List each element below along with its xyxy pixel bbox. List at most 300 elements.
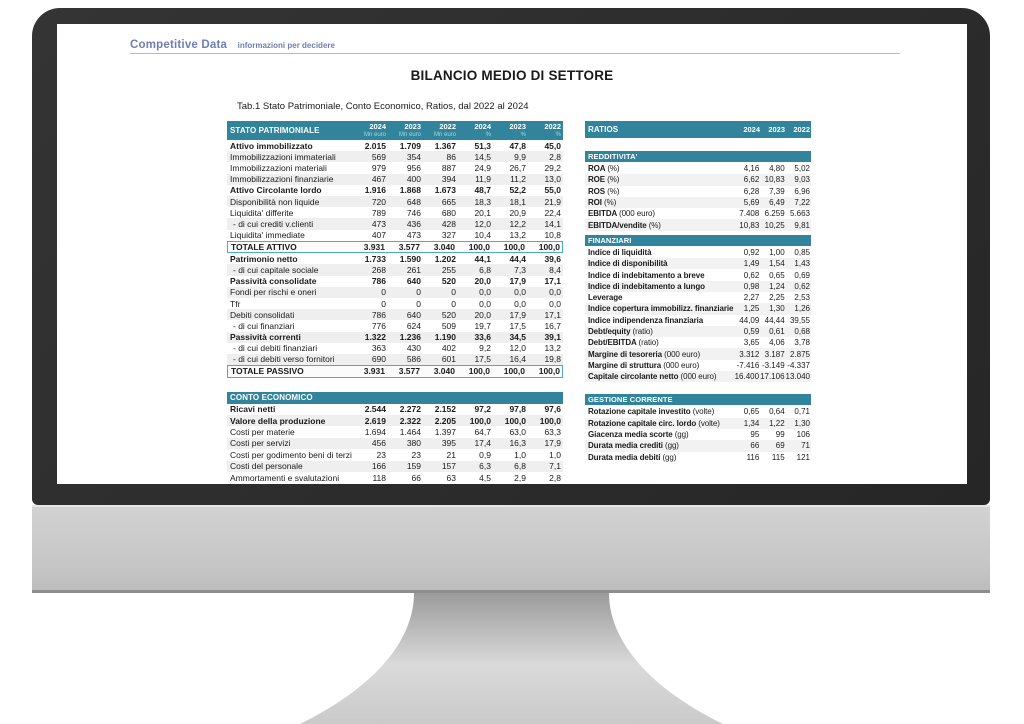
value-cell: 10,83 — [764, 175, 785, 185]
row-label: - di cui debiti finanziari — [233, 343, 318, 354]
value-cell: 52,2 — [509, 185, 526, 196]
value-cell: 100,0 — [468, 366, 490, 377]
value-cell: 11,2 — [510, 174, 526, 185]
value-cell: 1.202 — [434, 253, 456, 264]
value-cell: 261 — [406, 264, 421, 275]
value-cell: 473 — [371, 218, 386, 229]
table-row — [227, 185, 563, 196]
table-row — [227, 461, 563, 472]
row-label: Indice indipendenza finanziaria — [588, 315, 704, 325]
value-cell: 1.464 — [399, 427, 421, 438]
row-label: - di cui capitale sociale — [233, 264, 319, 275]
value-cell: 428 — [441, 218, 456, 229]
section-title: GESTIONE CORRENTE — [588, 395, 673, 405]
value-cell: 1.868 — [399, 185, 421, 196]
value-cell: 0 — [451, 287, 456, 298]
row-label: EBITDA/vendite (%) — [588, 220, 661, 230]
row-label: Attivo Circolante lordo — [230, 185, 322, 196]
value-cell: 4,80 — [769, 164, 785, 174]
ratios-table — [585, 121, 811, 463]
value-cell: 16,4 — [509, 354, 526, 365]
value-cell: 100,0 — [538, 366, 560, 377]
value-cell: 0 — [381, 298, 386, 309]
value-cell: 680 — [441, 207, 456, 218]
conto-economico-table — [227, 392, 563, 484]
ratios-header-band — [585, 121, 811, 138]
row-label: Immobilizzazioni finanziarie — [230, 174, 334, 185]
table-row — [227, 230, 563, 241]
value-cell: 9,9 — [514, 151, 526, 162]
value-cell: 16.400 — [734, 372, 760, 382]
value-cell: 51,3 — [474, 140, 491, 151]
value-cell: 400 — [406, 174, 421, 185]
table-row — [227, 241, 563, 254]
table-caption: Tab.1 Stato Patrimoniale, Conto Economico, Ratios, dal 2022 al 2024 — [237, 101, 529, 112]
value-cell: 20,9 — [509, 207, 526, 218]
value-cell: 17.106 — [760, 372, 785, 382]
value-cell: 789 — [371, 207, 386, 218]
brand-name: Competitive Data — [130, 39, 228, 51]
table-row — [227, 276, 563, 287]
row-label: Capitale circolante netto (000 euro) — [588, 372, 717, 382]
value-cell: 255 — [441, 264, 456, 275]
value-cell: 44,4 — [509, 253, 526, 264]
value-cell: 24,9 — [474, 162, 491, 173]
table-row — [585, 337, 811, 348]
value-cell: 1,43 — [794, 259, 810, 269]
brand-tagline: informazioni per decidere — [237, 41, 335, 50]
table-row — [585, 163, 811, 174]
value-cell: 3.040 — [433, 241, 455, 252]
value-cell: 0,62 — [794, 281, 810, 291]
table-row — [585, 208, 811, 219]
value-cell: 39,1 — [544, 332, 561, 343]
value-cell: 0,0 — [549, 298, 561, 309]
value-cell: 20,1 — [474, 207, 491, 218]
row-label: Rotazione capitale investito (volte) — [588, 407, 715, 417]
row-label: Ammortamenti e svalutazioni — [230, 472, 340, 483]
table-row — [585, 371, 811, 382]
value-cell: 430 — [406, 343, 421, 354]
table-row — [585, 186, 811, 197]
value-cell: 17,5 — [474, 354, 491, 365]
row-label: Indice copertura immobilizz. finanziarie — [588, 304, 734, 314]
value-cell: 100,0 — [469, 415, 491, 426]
value-cell: 17,1 — [544, 309, 561, 320]
row-label: Liquidita' immediate — [230, 230, 305, 241]
value-cell: 95 — [750, 430, 760, 440]
ratios-sections — [585, 151, 811, 463]
value-cell: 1.673 — [434, 185, 456, 196]
value-cell: 55,0 — [544, 185, 561, 196]
table-row — [227, 264, 563, 275]
row-label: Immobilizzazioni materiali — [230, 162, 327, 173]
value-cell: 0,65 — [743, 407, 760, 417]
value-cell: 2.544 — [364, 404, 386, 415]
value-cell: 0,68 — [794, 327, 810, 336]
value-cell: 402 — [441, 343, 456, 354]
value-cell: 7,1 — [549, 461, 561, 472]
value-cell: 39,55 — [789, 315, 810, 325]
value-cell: 786 — [371, 276, 386, 287]
table-row — [227, 298, 563, 309]
row-label: ROS (%) — [588, 186, 620, 196]
value-cell: 6,3 — [479, 461, 491, 472]
value-cell: 121 — [796, 452, 810, 462]
value-cell: 44,09 — [739, 315, 760, 325]
value-cell: 4,16 — [743, 164, 760, 174]
conto-economico-header-band — [227, 392, 563, 404]
section-title: REDDITIVITA' — [588, 152, 638, 161]
row-label: Costi per materie — [230, 427, 295, 438]
value-cell: 1,0 — [514, 449, 526, 460]
value-cell: 956 — [406, 162, 421, 173]
value-cell: 97,8 — [509, 404, 526, 415]
value-cell: 14,5 — [474, 151, 491, 162]
value-cell: 2,8 — [549, 472, 561, 483]
section-title: RATIOS — [588, 125, 619, 134]
value-cell: 17,4 — [474, 438, 491, 449]
value-cell: 1,49 — [743, 259, 760, 269]
value-cell: 6,62 — [743, 175, 760, 185]
table-row — [227, 472, 563, 483]
value-cell: 18,1 — [509, 196, 526, 207]
value-cell: 19,8 — [544, 354, 561, 365]
stato-patrimoniale-rows — [227, 140, 563, 378]
table-row — [227, 404, 563, 415]
value-cell: 3.577 — [398, 241, 420, 252]
row-label: Attivo immobilizzato — [230, 140, 313, 151]
table-row — [227, 162, 563, 173]
row-label: Ricavi netti — [230, 404, 276, 415]
value-cell: 13,0 — [544, 174, 561, 185]
value-cell: 3,65 — [743, 338, 760, 348]
value-cell: 16,7 — [544, 320, 561, 331]
stato-patrimoniale-table — [227, 121, 563, 378]
value-cell: 4,5 — [479, 472, 491, 483]
ratios-section-band — [585, 151, 811, 162]
row-label: Margine di tesoreria (000 euro) — [588, 349, 701, 359]
table-row — [227, 438, 563, 449]
row-label: Valore della produzione — [230, 415, 326, 426]
row-label: Passività consolidate — [230, 276, 317, 287]
row-label: Fondi per rischi e oneri — [230, 287, 317, 298]
value-cell: 1.397 — [434, 427, 456, 438]
value-cell: 509 — [441, 320, 456, 331]
value-cell: 26,7 — [509, 162, 526, 173]
table-row — [227, 415, 563, 426]
value-cell: 1.236 — [399, 332, 421, 343]
stato-patrimoniale-header-band — [227, 121, 563, 140]
value-cell: 5.663 — [789, 209, 810, 219]
value-cell: 0,98 — [743, 281, 760, 291]
value-cell: 9,03 — [794, 175, 810, 185]
value-cell: 86 — [446, 151, 456, 162]
value-cell: 17,5 — [509, 320, 526, 331]
year-column-header: 2022 % — [544, 122, 561, 138]
value-cell: 6.259 — [764, 209, 785, 219]
row-label: Debt/equity (ratio) — [588, 327, 653, 336]
table-row — [585, 303, 811, 314]
value-cell: 0,61 — [769, 327, 785, 336]
page-title: BILANCIO MEDIO DI SETTORE — [410, 68, 614, 83]
value-cell: 20,0 — [474, 309, 491, 320]
row-label: ROE (%) — [588, 175, 620, 185]
row-label: Debt/EBITDA (ratio) — [588, 338, 659, 348]
row-label: EBITDA (000 euro) — [588, 209, 655, 219]
value-cell: 0,65 — [769, 270, 785, 280]
row-label: Giacenza media scorte (gg) — [588, 430, 689, 440]
value-cell: 34,5 — [509, 332, 526, 343]
row-label: ROI (%) — [588, 198, 617, 208]
value-cell: 20,0 — [474, 276, 491, 287]
value-cell: 21,9 — [544, 196, 561, 207]
value-cell: 10,83 — [739, 220, 760, 230]
value-cell: 1,0 — [549, 449, 561, 460]
year-column-header: 2023 % — [509, 122, 526, 138]
table-row — [585, 326, 811, 337]
brand — [130, 35, 335, 53]
value-cell: 9,2 — [479, 343, 491, 354]
value-cell: 0,69 — [794, 270, 810, 280]
value-cell: 23 — [411, 449, 421, 460]
value-cell: 520 — [441, 309, 456, 320]
value-cell: 97,2 — [474, 404, 491, 415]
value-cell: 3.931 — [363, 366, 385, 377]
value-cell: 1.590 — [399, 253, 421, 264]
table-row — [585, 258, 811, 269]
year-column-header: 2024 Mn euro — [363, 122, 386, 138]
ratios-section-rows — [585, 406, 811, 462]
value-cell: 106 — [796, 430, 810, 440]
row-label: Costi del personale — [230, 461, 303, 472]
value-cell: 64,7 — [474, 427, 491, 438]
value-cell: 569 — [371, 151, 386, 162]
row-label: Indice di indebitamento a breve — [588, 270, 705, 280]
value-cell: 0 — [416, 298, 421, 309]
value-cell: 3.577 — [398, 366, 420, 377]
table-row — [585, 418, 811, 429]
table-row — [585, 360, 811, 371]
value-cell: 467 — [371, 174, 386, 185]
value-cell: 45,0 — [544, 140, 561, 151]
row-label: TOTALE PASSIVO — [231, 366, 304, 377]
value-cell: 1.367 — [434, 140, 456, 151]
value-cell: 1,54 — [769, 259, 785, 269]
value-cell: 4,06 — [769, 338, 785, 348]
value-cell: 0,71 — [794, 407, 810, 417]
value-cell: 0,64 — [769, 407, 785, 417]
table-row — [227, 287, 563, 298]
value-cell: 12,0 — [509, 343, 526, 354]
ratios-section-rows — [585, 163, 811, 231]
value-cell: 436 — [406, 218, 421, 229]
value-cell: 786 — [371, 309, 386, 320]
conto-economico-rows — [227, 404, 563, 484]
value-cell: 1.709 — [399, 140, 421, 151]
value-cell: -3.149 — [761, 360, 785, 370]
value-cell: 268 — [371, 264, 386, 275]
value-cell: 979 — [371, 162, 386, 173]
row-label: Durata media debiti (gg) — [588, 452, 677, 462]
value-cell: 407 — [371, 230, 386, 241]
value-cell: 6,8 — [514, 461, 526, 472]
ratios-year-header: 2024 — [743, 125, 760, 134]
value-cell: 100,0 — [503, 366, 525, 377]
value-cell: 0 — [451, 298, 456, 309]
row-label: Costi per godimento beni di terzi — [230, 449, 352, 460]
value-cell: 100,0 — [539, 415, 561, 426]
value-cell: 166 — [371, 461, 386, 472]
value-cell: 6,8 — [479, 264, 491, 275]
row-label: Patrimonio netto — [230, 253, 298, 264]
value-cell: 116 — [746, 452, 760, 462]
value-cell: 17,9 — [509, 309, 526, 320]
year-column-header: 2023 Mn euro — [398, 122, 421, 138]
row-label: Margine di struttura (000 euro) — [588, 360, 700, 370]
value-cell: 12,0 — [474, 218, 491, 229]
table-row — [227, 309, 563, 320]
value-cell: 2,53 — [794, 293, 810, 303]
value-cell: 9,81 — [794, 220, 810, 230]
row-label: - di cui crediti v.clienti — [233, 218, 314, 229]
value-cell: 19,7 — [474, 320, 491, 331]
value-cell: 1,00 — [769, 247, 785, 257]
value-cell: 66 — [750, 441, 760, 451]
value-cell: 473 — [406, 230, 421, 241]
table-row — [227, 320, 563, 331]
value-cell: 3,78 — [794, 338, 810, 348]
value-cell: 601 — [441, 354, 456, 365]
value-cell: 39,6 — [544, 253, 561, 264]
value-cell: 363 — [371, 343, 386, 354]
value-cell: 5,69 — [743, 198, 760, 208]
value-cell: 13,2 — [544, 343, 561, 354]
value-cell: 0,92 — [743, 247, 760, 257]
value-cell: 0 — [416, 287, 421, 298]
table-row — [227, 253, 563, 264]
table-row — [227, 354, 563, 365]
value-cell: 17,1 — [544, 276, 561, 287]
value-cell: 7,3 — [514, 264, 526, 275]
value-cell: 23 — [376, 449, 386, 460]
value-cell: 0,0 — [514, 287, 526, 298]
value-cell: 380 — [406, 438, 421, 449]
value-cell: 159 — [406, 461, 421, 472]
value-cell: 2.205 — [434, 415, 456, 426]
value-cell: 71 — [801, 441, 810, 451]
value-cell: 2,8 — [549, 151, 561, 162]
value-cell: 3.040 — [433, 366, 455, 377]
value-cell: 0,0 — [514, 298, 526, 309]
row-label: Rotazione capitale circ. lordo (volte) — [588, 418, 720, 428]
value-cell: 47,8 — [509, 140, 526, 151]
value-cell: 0,9 — [479, 449, 491, 460]
value-cell: 0,0 — [549, 287, 561, 298]
table-row — [585, 440, 811, 451]
table-row — [227, 196, 563, 207]
value-cell: 10,25 — [764, 220, 785, 230]
year-column-header: 2024 % — [474, 122, 491, 138]
value-cell: 520 — [441, 276, 456, 287]
row-label: Debiti consolidati — [230, 309, 295, 320]
value-cell: 395 — [441, 438, 456, 449]
value-cell: 0,85 — [794, 247, 810, 257]
value-cell: 118 — [372, 472, 386, 483]
ratios-section — [585, 394, 811, 462]
value-cell: 690 — [371, 354, 386, 365]
row-label: Costi per servizi — [230, 438, 291, 449]
value-cell: 1.916 — [364, 185, 386, 196]
value-cell: 1,30 — [769, 304, 785, 314]
value-cell: 2.015 — [364, 140, 386, 151]
value-cell: 6,28 — [743, 186, 760, 196]
value-cell: 63 — [446, 472, 456, 483]
value-cell: 327 — [441, 230, 456, 241]
value-cell: 2.152 — [434, 404, 456, 415]
value-cell: 0,0 — [479, 287, 491, 298]
table-row — [585, 269, 811, 280]
value-cell: 586 — [406, 354, 421, 365]
value-cell: 8,4 — [549, 264, 561, 275]
monitor-screen — [57, 24, 967, 484]
table-row — [227, 174, 563, 185]
value-cell: 0,59 — [743, 327, 760, 336]
value-cell: 3.312 — [739, 349, 760, 359]
value-cell: 10,4 — [474, 230, 491, 241]
value-cell: 100,0 — [468, 241, 490, 252]
value-cell: 1,25 — [743, 304, 760, 314]
row-label: Indice di indebitamento a lungo — [588, 281, 705, 291]
value-cell: 2.272 — [399, 404, 421, 415]
table-row — [585, 429, 811, 440]
value-cell: 3.931 — [363, 241, 385, 252]
value-cell: 7,22 — [794, 198, 810, 208]
value-cell: 100,0 — [504, 415, 526, 426]
value-cell: 640 — [406, 309, 421, 320]
brand-underline — [130, 53, 900, 54]
value-cell: 2.875 — [789, 349, 810, 359]
ratios-year-header: 2023 — [768, 125, 785, 134]
value-cell: 16,3 — [509, 438, 526, 449]
value-cell: 1,26 — [794, 304, 810, 314]
monitor-stand — [300, 593, 723, 724]
ratios-section-band — [585, 235, 811, 246]
row-label: Liquidita' differite — [230, 207, 294, 218]
table-row — [585, 292, 811, 303]
value-cell: 22,4 — [544, 207, 561, 218]
row-label: - di cui debiti verso fornitori — [233, 354, 335, 365]
value-cell: 63,3 — [544, 427, 561, 438]
value-cell: 394 — [441, 174, 456, 185]
table-row — [227, 151, 563, 162]
value-cell: 1,22 — [769, 418, 785, 428]
value-cell: 456 — [371, 438, 386, 449]
row-label: Disponibilità non liquide — [230, 196, 320, 207]
value-cell: 1.733 — [364, 253, 386, 264]
value-cell: 48,7 — [474, 185, 491, 196]
value-cell: 99 — [775, 430, 785, 440]
value-cell: 97,6 — [544, 404, 561, 415]
table-row — [585, 247, 811, 258]
table-row — [585, 219, 811, 230]
value-cell: 746 — [406, 207, 421, 218]
table-row — [585, 348, 811, 359]
value-cell: 648 — [406, 196, 421, 207]
row-label: Tfr — [230, 298, 241, 309]
value-cell: 18,3 — [474, 196, 491, 207]
section-title: FINANZIARI — [588, 235, 632, 245]
